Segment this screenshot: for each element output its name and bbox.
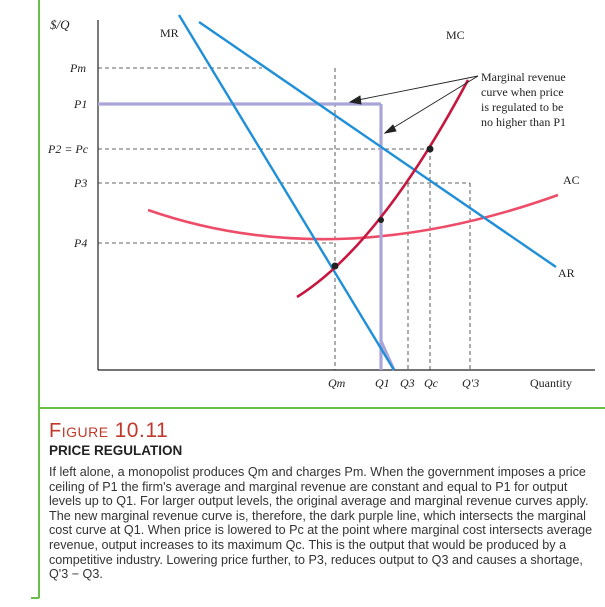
annotation-line-2: curve when price	[481, 85, 564, 99]
y-axis-label: $/Q	[50, 17, 70, 32]
figure-title	[49, 420, 594, 442]
annotation-line-3: is regulated to be	[481, 100, 564, 114]
mc-label: MC	[446, 28, 465, 42]
point-mc-ar	[427, 146, 434, 153]
figure-body-text: If left alone, a monopolist produces Qm and charges Pm. When the government imposes a price ceiling of P1 the firm's average and marginal revenue are constant and equal to P1 for output levels up to Q1. For larger output levels, the original average and marginal revenue curves apply. The new marginal revenue curve is, therefore, the dark purple line, which intersects the marginal cost curve at Q1. When price is lowered to Pc at the point where marginal cost intersects average revenue, output increases to its maximum Qc. This is the output that would be produced by a competitive industry. Lowering price further, to P3, reduces output to Q3 and causes a shortage, Q'3 − Q3.	[49, 465, 593, 582]
mr-label: MR	[160, 26, 179, 40]
price-label-pm: Pm	[70, 61, 86, 75]
left-green-tick	[31, 597, 39, 599]
figure-subtitle: PRICE REGULATION	[49, 443, 183, 458]
x-axis-label: Quantity	[530, 376, 572, 390]
figure-number: 10.11	[114, 419, 169, 442]
mr-line	[179, 15, 394, 370]
quantity-label-qm: Qm	[328, 376, 346, 390]
annotation-line-4: no higher than P1	[481, 115, 566, 129]
price-label-p2-pc: P2 = Pc	[48, 142, 89, 156]
quantity-label-qc: Qc	[424, 376, 438, 390]
figure-caption	[49, 420, 594, 582]
annotation-line-1: Marginal revenue	[481, 70, 566, 84]
point-mc-mr	[332, 263, 339, 270]
quantity-label-q3: Q3	[400, 376, 415, 390]
quantity-label-q1: Q1	[375, 376, 390, 390]
regulated-mr-curve	[98, 104, 394, 370]
arrow-head-vertical	[385, 125, 396, 133]
arrow-to-vertical	[388, 76, 478, 131]
price-label-p1: P1	[74, 97, 88, 111]
price-label-p4: P4	[74, 236, 88, 250]
ar-line	[199, 22, 556, 267]
figure-word: Figure	[49, 420, 109, 442]
quantity-label-q3prime: Q'3	[462, 376, 480, 390]
ac-label: AC	[563, 173, 580, 187]
point-q1	[378, 217, 384, 223]
ar-label: AR	[558, 266, 575, 280]
price-guides	[98, 68, 470, 243]
ac-curve	[148, 195, 558, 239]
price-label-p3: P3	[74, 176, 88, 190]
